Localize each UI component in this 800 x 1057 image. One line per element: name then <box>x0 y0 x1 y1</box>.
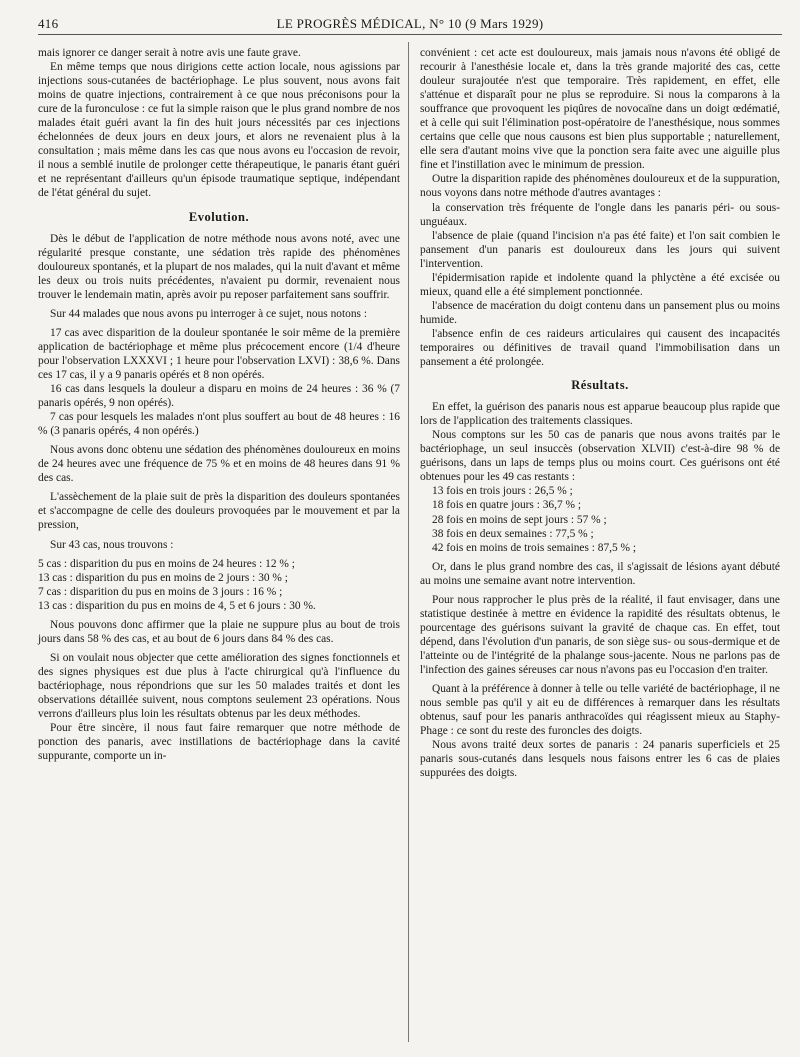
paragraph: 16 cas dans lesquels la douleur a disparu en moins de 24 heures : 36 % (7 panaris opérés, 9 non opérés). <box>38 383 400 410</box>
running-header <box>38 14 782 35</box>
paragraph: l'absence de plaie (quand l'incision n'a pas été faite) et l'on sait combien le pansement d'un panaris est douloureux dans les jours qui suivent l'intervention. <box>420 229 780 270</box>
paragraph: L'assèchement de la plaie suit de près la disparition des douleurs spontanées et s'accompagne de celle des douleurs provoquées par le mouvement et par la pression, <box>38 491 400 532</box>
paragraph: 7 cas pour lesquels les malades n'ont plus souffert au bout de 48 heures : 16 % (3 panaris opérés, 4 non opérés.) <box>38 411 400 438</box>
paragraph: Sur 44 malades que nous avons pu interroger à ce sujet, nous notons : <box>50 307 367 320</box>
paragraph: En effet, la guérison des panaris nous est apparue beaucoup plus rapide que lors de l'application des traitements classiques. <box>420 401 780 428</box>
paragraph: mais ignorer ce danger serait à notre avis une faute grave. <box>38 47 301 59</box>
list-item: 18 fois en quatre jours : 36,7 % ; <box>432 499 582 512</box>
list-item: 28 fois en moins de sept jours : 57 % ; <box>432 513 607 526</box>
paragraph: Nous avons traité deux sortes de panaris : 24 panaris superficiels et 25 panaris sous-cutanés dans lesquels nous faisons entrer les 6 cas de plaies suppurées des doigts. <box>420 739 780 780</box>
paragraph: convénient : cet acte est douloureux, mais jamais nous n'avons été obligé de recourir à l'anesthésie locale et, dans la très grande majorité des cas, cette douleur surajoutée n'est que temporaire. Très rapidement, en effet, elle s'atténue et disparaît pour ne plus se reproduire. Si nous la comparons à la souffrance que provoquent les piqûres de novocaïne dans un doigt œdématié, et à celle qui suit l'élimination post-opératoire de l'anesthésique, nous sommes certains que celle que nous causons est bien plus supportable ; naturellement, elle sera d'autant moins vive que la ponction sera faite avec une aiguille plus fine et l'instillation avec le minimum de pression. <box>420 47 780 172</box>
paragraph: Or, dans le plus grand nombre des cas, il s'agissait de lésions ayant débuté au moins une semaine avant notre intervention. <box>420 560 780 587</box>
paragraph: Nous avons donc obtenu une sédation des phénomènes douloureux en moins de 24 heures avec une fréquence de 75 % et en moins de 48 heures dans 91 % des cas. <box>38 444 400 485</box>
paragraph: l'absence de macération du doigt contenu dans un pansement plus ou moins humide. <box>420 299 780 326</box>
paragraph: la conservation très fréquente de l'ongle dans les panaris péri- ou sous-unguéaux. <box>420 201 780 228</box>
page-number: 416 <box>38 16 59 31</box>
running-title: LE PROGRÈS MÉDICAL, N° 10 (9 Mars 1929) <box>276 16 544 31</box>
column-divider <box>408 42 409 1042</box>
paragraph: Nous pouvons donc affirmer que la plaie ne suppure plus au bout de trois jours dans 58 % des cas, et au bout de 6 jours dans 84 % des cas. <box>38 618 400 645</box>
section-heading-resultats: Résultats. <box>571 378 629 393</box>
paragraph: Quant à la préférence à donner à telle ou telle variété de bactériophage, il ne nous semble pas qu'il y ait eu de différences à remarquer dans les résultats obtenus, sauf pour les panaris anthracoïdes qui réagissent mieux au Staphy-Phage : ce sont du reste des furoncles des doigts. <box>420 683 780 738</box>
list-item: 5 cas : disparition du pus en moins de 24 heures : 12 % ; <box>38 557 295 570</box>
list-item: 38 fois en deux semaines : 77,5 % ; <box>432 527 594 540</box>
paragraph: Pour être sincère, il nous faut faire remarquer que notre méthode de ponction des panaris, avec instillations de bactériophage dans la cavité suppurante, comporte un in- <box>38 722 400 763</box>
left-column <box>38 46 400 763</box>
paragraph: Dès le début de l'application de notre méthode nous avons noté, avec une régularité presque constante, une sédation très rapide des phénomènes douloureux spontanés, et la plupart de nos malades, qui la nuit d'avant et même les deux ou trois nuits précédentes, n'avaient pu dormir, revenaient nous trouver le lendemain matin, après avoir pu reposer parfaitement sans souffrir. <box>38 232 400 301</box>
paragraph: l'épidermisation rapide et indolente quand la phlyctène a été excisée ou mieux, quand elle a été simplement ponctionnée. <box>420 271 780 298</box>
paragraph: Nous comptons sur les 50 cas de panaris que nous avons traités par le bactériophage, un seul insuccès (observation XLVII) c'est-à-dire 98 % de guérisons, dans un laps de temps plus ou moins court. Ces guérisons ont été obtenues pour les 49 cas restants : <box>420 429 780 484</box>
paragraph: Si on voulait nous objecter que cette amélioration des signes fonctionnels et des signes physiques est due plus à l'acte chirurgical qu'à l'influence du bactériophage, nous répondrions que sur les 50 malades traités et dont les observations détaillée suivent, nous comptons seulement 23 opérations. Nous verrons d'ailleurs plus loin les résultats obtenus par les deux méthodes. <box>38 651 400 721</box>
paragraph: En même temps que nous dirigions cette action locale, nous agissions par injections sous-cutanées de bactériophage. Le plus souvent, nous avons fait moins de quatre injections, contrairement à ce que nous préconisons pour la cure de la furonculose : ce fut la simple raison que le plus grand nombre de nos malades était guéri avant la fin des huit jours nécessités par ces injections échelonnées de deux jours en deux jours, et alors ne revenaient plus à la consultation ; mais même dans les cas que nous avons eu l'occasion de revoir, il nous a semblé inutile de prolonger cette thérapeutique, le panaris étant guéri et ne représentant d'ailleurs qu'un épisode traumatique septique, indépendant de l'état général du sujet. <box>38 61 400 200</box>
paragraph: 17 cas avec disparition de la douleur spontanée le soir même de la première application de bactériophage et même plus précocement encore (1/4 d'heure pour l'observation LXXXVI ; 1 heure pour l'observation LXVI) : 38,6 %. Dans ces 17 cas, il y a 9 panaris opérés et 8 non opérés. <box>38 326 400 381</box>
list-item: 13 fois en trois jours : 26,5 % ; <box>432 485 573 498</box>
right-column <box>420 46 780 780</box>
list-item: 42 fois en moins de trois semaines : 87,5 % ; <box>432 541 637 554</box>
paragraph: Outre la disparition rapide des phénomènes douloureux et de la suppuration, nous voyons dans notre méthode d'autres avantages : <box>420 173 780 200</box>
paragraph: l'absence enfin de ces raideurs articulaires qui causent des incapacités temporaires ou définitives de travail quand l'immobilisation dans un pansement a été prolongée. <box>420 327 780 369</box>
list-item: 13 cas : disparition du pus en moins de 4, 5 et 6 jours : 30 %. <box>38 599 316 612</box>
paragraph: Pour nous rapprocher le plus près de la réalité, il faut envisager, dans une statistique destinée à mettre en évidence la rapidité des résultats obtenus, le pourcentage des guérisons suivant la gravité de chaque cas. En effet, tout dépend, dans l'évolution d'un panaris, de son siège sus- ou sous-dermique et de l'atteinte ou de l'intégrité de la phalange sous-jacente. Nous ne parlons pas de l'infection des gaines séreuses car nous n'avons pas eu l'occasion d'en traiter. <box>420 593 780 676</box>
list-item: 7 cas : disparition du pus en moins de 3 jours : 16 % ; <box>38 585 283 598</box>
paragraph: Sur 43 cas, nous trouvons : <box>50 538 174 551</box>
section-heading-evolution: Evolution. <box>188 209 250 224</box>
list-item: 13 cas : disparition du pus en moins de 2 jours : 30 % ; <box>38 571 288 584</box>
